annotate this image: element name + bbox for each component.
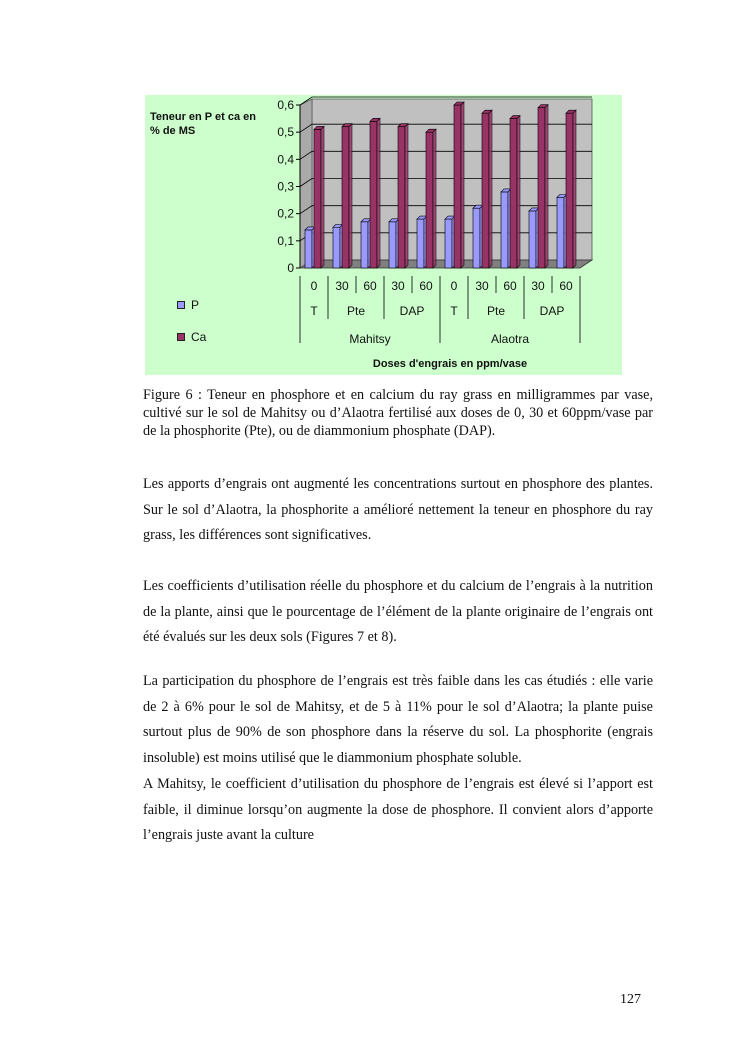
- x-fertilizer-label: DAP: [399, 304, 425, 318]
- page-number: 127: [620, 992, 641, 1007]
- paragraph-2: Les coefficients d’utilisation réelle du phosphore et du calcium de l’engrais à la nutrition de la plante, ainsi que le pourcentage de l’élément de la plante originaire de l’engrais ont été évalués sur les deux sols (Figures 7 et 8).: [143, 578, 653, 646]
- bar-ca-side: [349, 124, 352, 268]
- x-fertilizer-label: T: [450, 304, 458, 318]
- legend-label-ca: Ca: [191, 330, 207, 344]
- y-tick-label: 0,3: [277, 179, 294, 194]
- y-tick-label: 0,6: [277, 98, 294, 112]
- bar-ca: [482, 113, 489, 268]
- legend-swatch-ca: [177, 333, 185, 341]
- bar-ca-side: [489, 110, 492, 268]
- bar-ca-side: [461, 102, 464, 268]
- x-fertilizer-label: Pte: [346, 304, 366, 318]
- x-dose-label: 0: [310, 279, 318, 293]
- bar-ca-side: [433, 129, 436, 268]
- y-tick-label: 0,2: [277, 206, 294, 221]
- figure-caption: Figure 6 : Teneur en phosphore et en calcium du ray grass en milligrammes par vase, cultivé sur le sol de Mahitsy ou d’Alaotra fertilisé aux doses de 0, 30 et 60ppm/vase par de la phosphorite (Pte), ou de diammonium phosphate (DAP).: [143, 387, 653, 439]
- paragraph-3: La participation du phosphore de l’engrais est très faible dans les cas étudiés : elle varie de 2 à 6% pour le sol de Mahitsy, et de 5 à 11% pour le sol d’Alaotra; la plante puise surtout plus de 90% de son phosphore dans la réserve du sol. La phosphorite (engrais insoluble) est moins utilisé que le diammonium phosphate soluble.: [143, 673, 653, 767]
- bar-ca: [510, 119, 517, 268]
- bar-ca: [342, 127, 349, 268]
- x-dose-label: 60: [503, 279, 517, 293]
- x-fertilizer-label: Pte: [486, 304, 506, 318]
- legend-label-p: P: [191, 298, 200, 312]
- x-dose-label: 0: [450, 279, 458, 293]
- bar-p: [501, 192, 508, 268]
- x-dose-label: 30: [391, 279, 405, 293]
- bar-p: [417, 219, 424, 268]
- bar-p: [305, 230, 312, 268]
- bar-ca: [454, 105, 461, 268]
- x-soil-label: Mahitsy: [349, 332, 391, 346]
- chart-figure-6: [145, 95, 622, 375]
- chart-svg: [145, 95, 622, 375]
- x-dose-label: 30: [475, 279, 489, 293]
- x-soil-label: Alaotra: [490, 332, 530, 346]
- bar-p: [361, 222, 368, 268]
- bar-ca-side: [405, 124, 408, 268]
- y-tick-label: 0,4: [277, 152, 294, 167]
- bar-ca: [566, 113, 573, 268]
- x-dose-label: 30: [531, 279, 545, 293]
- bar-p: [557, 197, 564, 268]
- bar-p: [389, 222, 396, 268]
- legend-item-ca: [177, 330, 206, 344]
- x-fertilizer-label: T: [310, 304, 318, 318]
- bar-ca-side: [321, 126, 324, 268]
- x-axis-title: Doses d'engrais en ppm/vase: [372, 358, 528, 370]
- paragraph-1: Les apports d’engrais ont augmenté les concentrations surtout en phosphore des plantes. Sur le sol d’Alaotra, la phosphorite a amélioré nettement la teneur en phosphore du ray grass, les différences sont significatives.: [143, 476, 653, 544]
- bar-ca-side: [377, 118, 380, 268]
- y-tick-label: 0: [287, 261, 294, 275]
- legend-item-p: [177, 298, 199, 312]
- bar-ca: [314, 129, 321, 268]
- bar-p: [445, 219, 452, 268]
- y-axis-title: Teneur en P et ca en % de MS: [150, 111, 256, 137]
- bar-ca: [538, 108, 545, 268]
- bar-p: [333, 227, 340, 268]
- bar-p: [473, 208, 480, 268]
- bar-ca-side: [573, 110, 576, 268]
- x-dose-label: 60: [559, 279, 573, 293]
- paragraph-4: A Mahitsy, le coefficient d’utilisation du phosphore de l’engrais est élevé si l’apport est faible, il diminue lorsqu’on augmente la dose de phosphore. Il convient alors d’apporte l’engrais juste avant la culture: [143, 776, 653, 844]
- x-dose-label: 60: [419, 279, 433, 293]
- bar-ca: [398, 127, 405, 268]
- bar-ca-side: [545, 105, 548, 268]
- bar-ca-side: [517, 116, 520, 268]
- x-dose-label: 60: [363, 279, 377, 293]
- bar-p: [529, 211, 536, 268]
- legend-swatch-p: [177, 301, 185, 309]
- x-fertilizer-label: DAP: [539, 304, 565, 318]
- y-tick-label: 0,5: [277, 125, 294, 140]
- bar-ca: [370, 121, 377, 268]
- bar-ca: [426, 132, 433, 268]
- x-dose-label: 30: [335, 279, 349, 293]
- y-tick-label: 0,1: [277, 233, 294, 248]
